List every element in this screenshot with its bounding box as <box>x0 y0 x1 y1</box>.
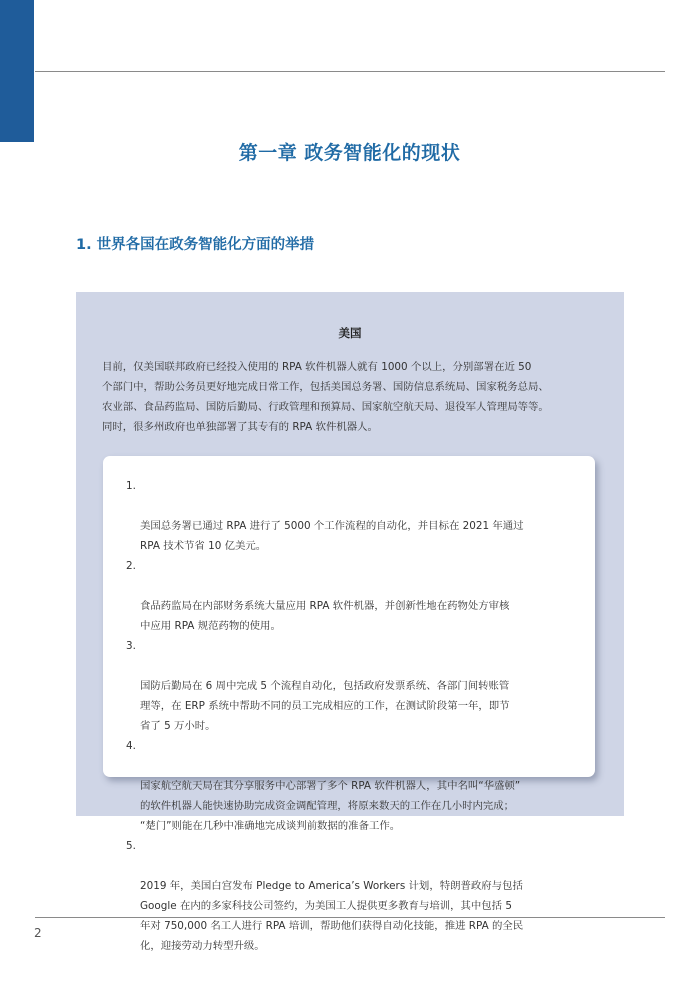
chapter-title: 第一章 政务智能化的现状 <box>238 142 461 164</box>
list-item <box>126 476 576 556</box>
panel-intro: 目前，仅美国联邦政府已经投入使用的 RPA 软件机器人就有 1000 个以上，分别部署在近 50 个部门中，帮助公务员更好地完成日常工作，包括美国总务署、国防信息系统局、国家税务总局、 农业部、食品药监局、国防后勤局、行政管理和预算局、国家航空航天局、退役军人管理局等等。 同时，很多州政府也单独部署了其专有的 RPA 软件机器人。 <box>102 361 549 433</box>
list-item-text: 食品药监局在内部财务系统大量应用 RPA 软件机器，并创新性地在药物处方审核 中应用 RPA 规范药物的使用。 <box>140 600 510 632</box>
list-item <box>126 736 576 836</box>
country-panel <box>76 292 624 952</box>
list-item-text: 美国总务署已通过 RPA 进行了 5000 个工作流程的自动化，并目标在 2021 年通过 RPA 技术节省 10 亿美元。 <box>140 520 524 552</box>
header-divider <box>35 71 665 72</box>
list-item-text: 国家航空航天局在其分享服务中心部署了多个 RPA 软件机器人，其中名叫“华盛顿” 的软件机器人能快速协助完成资金调配管理，将原来数天的工作在几小时内完成； “楚门”则能在几秒中准确地完成谈判前数据的准备工作。 <box>140 780 521 832</box>
list-item-number: 4. <box>126 740 136 752</box>
page-number: 2 <box>34 926 42 940</box>
initiatives-list <box>126 476 576 956</box>
panel-heading: 美国 <box>338 326 362 340</box>
initiatives-card <box>103 456 595 952</box>
section-title: 1. 世界各国在政务智能化方面的举措 <box>76 237 315 253</box>
list-item <box>126 836 576 956</box>
list-item-text: 国防后勤局在 6 周中完成 5 个流程自动化，包括政府发票系统、各部门间转账管 理等，在 ERP 系统中帮助不同的员工完成相应的工作，在测试阶段第一年，即节 省了 5 万小时。 <box>140 680 510 732</box>
list-item <box>126 636 576 736</box>
list-item <box>126 556 576 636</box>
list-item-number: 2. <box>126 560 136 572</box>
list-item-number: 3. <box>126 640 136 652</box>
list-item-text: 2019 年，美国白宫发布 Pledge to America’s Workers 计划，特朗普政府与包括 Google 在内的多家科技公司签约，为美国工人提供更多教育与培训，其中包括 5 年对 750,000 名工人进行 RPA 培训，帮助他们获得自动化技能，推进 RPA 的全民 化，迎接劳动力转型升级。 <box>140 880 524 952</box>
side-accent-bar <box>0 0 34 142</box>
footer-divider <box>35 917 665 918</box>
list-item-number: 1. <box>126 480 136 492</box>
list-item-number: 5. <box>126 840 136 852</box>
